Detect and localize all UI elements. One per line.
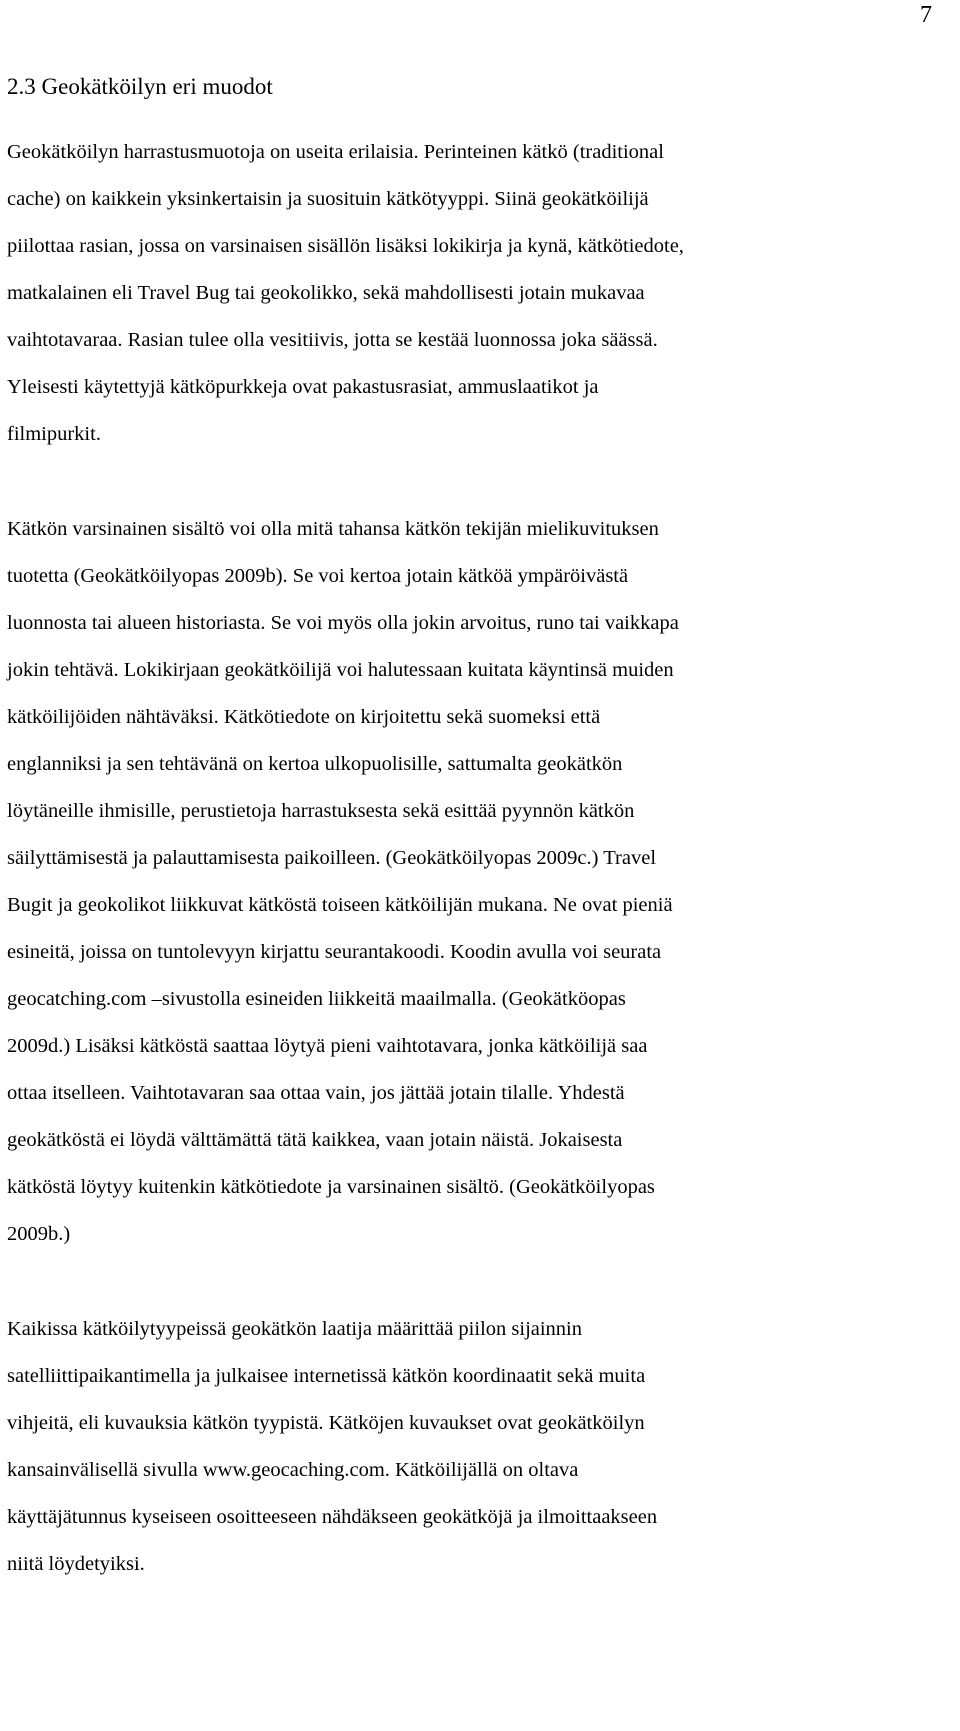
- paragraph: [7, 129, 907, 458]
- document-body: [7, 74, 907, 1636]
- text-line: geocatching.com –sivustolla esineiden liikkeitä maailmalla. (Geokätköopas: [7, 988, 626, 1010]
- text-line: tuotetta (Geokätköilyopas 2009b). Se voi kertoa jotain kätköä ympäröivästä: [7, 565, 629, 587]
- text-line: Bugit ja geokolikot liikkuvat kätköstä toiseen kätköilijän mukana. Ne ovat pieniä: [7, 894, 673, 916]
- text-line: 2009d.) Lisäksi kätköstä saattaa löytyä pieni vaihtotavara, jonka kätköilijä saa: [7, 1035, 648, 1057]
- text-line: Kaikissa kätköilytyypeissä geokätkön laatija määrittää piilon sijainnin: [7, 1318, 583, 1340]
- text-line: niitä löydetyiksi.: [7, 1553, 145, 1575]
- paragraph: [7, 506, 907, 1258]
- text-line: kansainvälisellä sivulla www.geocaching.com. Kätköilijällä on oltava: [7, 1459, 579, 1481]
- text-line: Yleisesti käytettyjä kätköpurkkeja ovat pakastusrasiat, ammuslaatikot ja: [7, 376, 599, 398]
- text-line: 2009b.): [7, 1223, 71, 1245]
- section-heading: 2.3 Geokätköilyn eri muodot: [7, 74, 273, 99]
- text-line: satelliittipaikantimella ja julkaisee internetissä kätkön koordinaatit sekä muita: [7, 1365, 646, 1387]
- text-line: luonnosta tai alueen historiasta. Se voi myös olla jokin arvoitus, runo tai vaikkapa: [7, 612, 679, 634]
- text-line: jokin tehtävä. Lokikirjaan geokätköilijä voi halutessaan kuitata käyntinsä muiden: [7, 659, 674, 681]
- text-line: ottaa itselleen. Vaihtotavaran saa ottaa vain, jos jättää jotain tilalle. Yhdestä: [7, 1082, 625, 1104]
- paragraph-container: [7, 129, 907, 1588]
- text-line: säilyttämisestä ja palauttamisesta paikoilleen. (Geokätköilyopas 2009c.) Travel: [7, 847, 657, 869]
- text-line: Geokätköilyn harrastusmuotoja on useita erilaisia. Perinteinen kätkö (traditional: [7, 141, 664, 163]
- paragraph: [7, 1306, 907, 1588]
- text-line: vaihtotavaraa. Rasian tulee olla vesitiivis, jotta se kestää luonnossa joka säässä.: [7, 329, 658, 351]
- text-line: cache) on kaikkein yksinkertaisin ja suosituin kätkötyyppi. Siinä geokätköilijä: [7, 188, 649, 210]
- text-line: piilottaa rasian, jossa on varsinaisen sisällön lisäksi lokikirja ja kynä, kätkötiedote,: [7, 235, 684, 257]
- text-line: esineitä, joissa on tuntolevyyn kirjattu seurantakoodi. Koodin avulla voi seurata: [7, 941, 662, 963]
- page-number: 7: [920, 2, 932, 28]
- text-line: vihjeitä, eli kuvauksia kätkön tyypistä. Kätköjen kuvaukset ovat geokätköilyn: [7, 1412, 645, 1434]
- text-line: käyttäjätunnus kyseiseen osoitteeseen nähdäkseen geokätköjä ja ilmoittaakseen: [7, 1506, 658, 1528]
- text-line: kätköstä löytyy kuitenkin kätkötiedote ja varsinainen sisältö. (Geokätköilyopas: [7, 1176, 655, 1198]
- text-line: filmipurkit.: [7, 423, 101, 445]
- text-line: Kätkön varsinainen sisältö voi olla mitä tahansa kätkön tekijän mielikuvituksen: [7, 518, 659, 540]
- text-line: matkalainen eli Travel Bug tai geokolikko, sekä mahdollisesti jotain mukavaa: [7, 282, 645, 304]
- text-line: geokätköstä ei löydä välttämättä tätä kaikkea, vaan jotain näistä. Jokaisesta: [7, 1129, 623, 1151]
- text-line: kätköilijöiden nähtäväksi. Kätkötiedote on kirjoitettu sekä suomeksi että: [7, 706, 601, 728]
- text-line: englanniksi ja sen tehtävänä on kertoa ulkopuolisille, sattumalta geokätkön: [7, 753, 623, 775]
- text-line: löytäneille ihmisille, perustietoja harrastuksesta sekä esittää pyynnön kätkön: [7, 800, 635, 822]
